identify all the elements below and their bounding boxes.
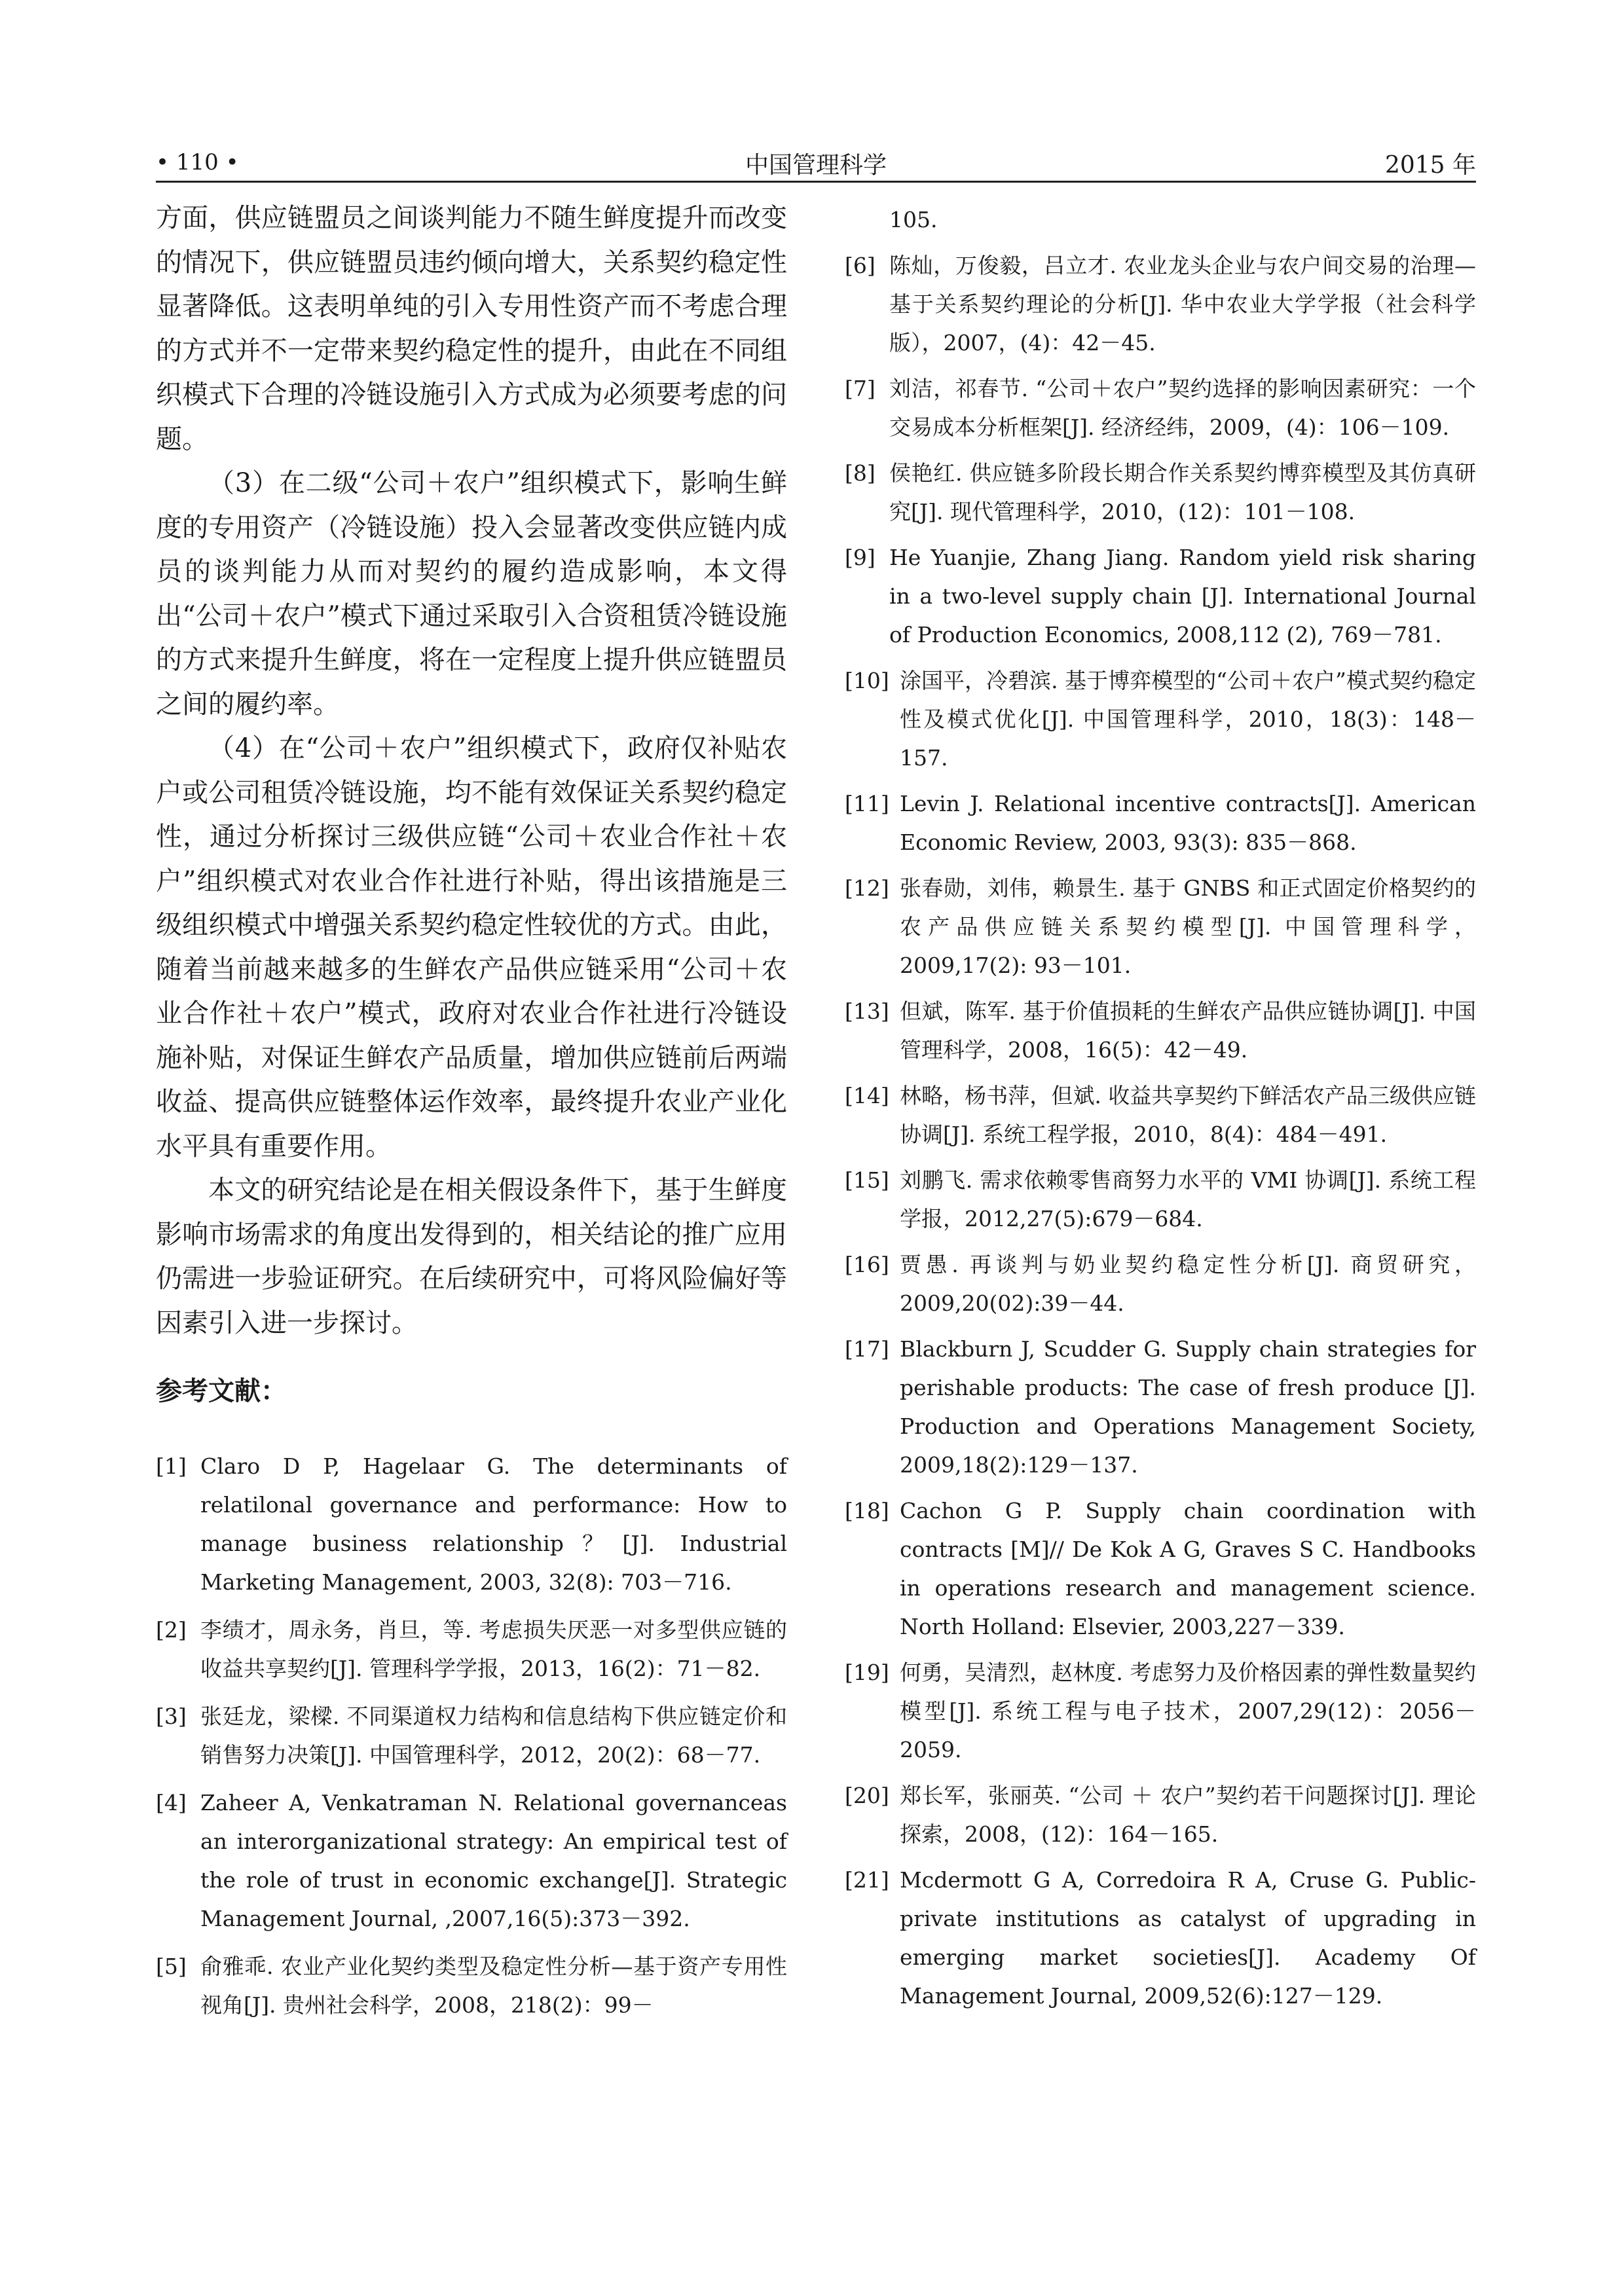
body-paragraph: （3）在二级“公司＋农户”组织模式下，影响生鲜度的专用资产（冷链设施）投入会显著改变供应链内成员的谈判能力从而对契约的履约造成影响，本文得出“公司＋农户”模式下通过采取引入合资租赁冷链设施的方式来提升生鲜度，将在一定程度上提升供应链盟员之间的履约率。 bbox=[156, 468, 787, 720]
reference-number: [14] bbox=[845, 1083, 889, 1108]
reference-number: [1] bbox=[156, 1453, 187, 1479]
references-heading: 参考文献： bbox=[156, 1376, 287, 1406]
reference-text: Levin J. Relational incentive contracts[J]. American Economic Review, 2003, 93(3): 835－868. bbox=[900, 791, 1476, 855]
reference-number: [20] bbox=[845, 1783, 889, 1808]
reference-number: [11] bbox=[845, 791, 889, 816]
reference-item bbox=[156, 1697, 787, 1774]
header-rule bbox=[156, 181, 1476, 183]
reference-number: [16] bbox=[845, 1252, 889, 1277]
left-column bbox=[156, 196, 787, 2033]
reference-item bbox=[845, 661, 1476, 777]
right-column bbox=[845, 200, 1476, 2022]
reference-text: 张春勋，刘伟，赖景生. 基于 GNBS 和正式固定价格契约的农产品供应链关系契约模型[J]. 中国管理科学，2009,17(2): 93－101. bbox=[900, 875, 1476, 978]
reference-text: 刘鹏飞. 需求依赖零售商努力水平的 VMI 协调[J]. 系统工程学报，2012,27(5):679－684. bbox=[900, 1167, 1476, 1231]
reference-number: [13] bbox=[845, 998, 889, 1024]
reference-item bbox=[845, 1330, 1476, 1484]
publication-year: 2015 年 bbox=[1384, 152, 1476, 179]
reference-item bbox=[845, 1245, 1476, 1322]
reference-item bbox=[845, 538, 1476, 654]
reference-text: Zaheer A, Venkatraman N. Relational governanceas an interorganizational strategy: An empirical test of the role of trust in economic exchange[J]. Strategic Management Journal, ,2007,16(5):373－392. bbox=[200, 1790, 787, 1931]
reference-item bbox=[156, 1947, 787, 2024]
reference-item bbox=[156, 1447, 787, 1601]
reference-text: 贾愚. 再谈判与奶业契约稳定性分析[J]. 商贸研究，2009,20(02):39－44. bbox=[900, 1252, 1476, 1316]
reference-text: 陈灿，万俊毅，吕立才. 农业龙头企业与农户间交易的治理—基于关系契约理论的分析[J]. 华中农业大学学报（社会科学版），2007，(4)：42－45. bbox=[889, 253, 1476, 355]
reference-text: He Yuanjie, Zhang Jiang. Random yield risk sharing in a two-level supply chain [J]. International Journal of Production Economics, 2008,112 (2), 769－781. bbox=[889, 545, 1476, 647]
reference-text: Cachon G P. Supply chain coordination with contracts [M]// De Kok A G, Graves S C. Handbooks in operations research and management science. North Holland: Elsevier, 2003,227－339. bbox=[900, 1498, 1476, 1639]
reference-text: 侯艳红. 供应链多阶段长期合作关系契约博弈模型及其仿真研究[J]. 现代管理科学，2010，(12)：101－108. bbox=[889, 460, 1476, 524]
reference-number: [19] bbox=[845, 1660, 889, 1685]
reference-number: [7] bbox=[845, 376, 876, 401]
body-paragraph: （4）在“公司＋农户”组织模式下，政府仅补贴农户或公司租赁冷链设施，均不能有效保证关系契约稳定性，通过分析探讨三级供应链“公司＋农业合作社＋农户”组织模式对农业合作社进行补贴，得出该措施是三级组织模式中增强关系契约稳定性较优的方式。由此，随着当前越来越多的生鲜农产品供应链采用“公司＋农业合作社＋农户”模式，政府对农业合作社进行冷链设施补贴，对保证生鲜农产品质量，增加供应链前后两端收益、提高供应链整体运作效率，最终提升农业产业化水平具有重要作用。 bbox=[156, 733, 787, 1161]
reference-item bbox=[845, 246, 1476, 362]
journal-title: 中国管理科学 bbox=[745, 152, 887, 179]
reference-item bbox=[845, 1161, 1476, 1238]
reference-number: [5] bbox=[156, 1954, 187, 1979]
reference-item bbox=[845, 1491, 1476, 1646]
body-paragraph: 本文的研究结论是在相关假设条件下，基于生鲜度影响市场需求的角度出发得到的，相关结论的推广应用仍需进一步验证研究。在后续研究中，可将风险偏好等因素引入进一步探讨。 bbox=[156, 1175, 787, 1338]
reference-item bbox=[845, 1776, 1476, 1853]
reference-text: 林略，杨书萍，但斌. 收益共享契约下鲜活农产品三级供应链协调[J]. 系统工程学报，2010，8(4)：484－491. bbox=[900, 1083, 1476, 1147]
reference-item bbox=[156, 1611, 787, 1688]
reference-number: [9] bbox=[845, 545, 876, 570]
reference-item bbox=[845, 369, 1476, 446]
reference-number: [10] bbox=[845, 668, 889, 693]
reference-number: [15] bbox=[845, 1167, 889, 1193]
reference-text: Mcdermott G A, Corredoira R A, Cruse G. Public-private institutions as catalyst of upgrading in emerging market societies[J]. Academy Of Management Journal, 2009,52(6):127－129. bbox=[900, 1867, 1476, 2009]
reference-item bbox=[845, 869, 1476, 985]
reference-number: [4] bbox=[156, 1790, 187, 1815]
reference-item bbox=[845, 454, 1476, 531]
reference-number: [2] bbox=[156, 1617, 187, 1643]
reference-continuation: 105. bbox=[889, 207, 938, 232]
reference-text: 刘洁，祁春节. “公司＋农户”契约选择的影响因素研究：一个交易成本分析框架[J]. 经济经纬，2009，(4)：106－109. bbox=[889, 376, 1476, 440]
reference-text: 张廷龙，梁樑. 不同渠道权力结构和信息结构下供应链定价和销售努力决策[J]. 中国管理科学，2012，20(2)：68－77. bbox=[200, 1704, 787, 1768]
reference-text: Blackburn J, Scudder G. Supply chain strategies for perishable products: The case of fresh produce [J]. Production and Operations Management Society, 2009,18(2):129－137. bbox=[900, 1336, 1476, 1478]
page-header bbox=[156, 145, 1476, 182]
reference-text: 俞雅乖. 农业产业化契约类型及稳定性分析—基于资产专用性视角[J]. 贵州社会科学，2008，218(2)：99－ bbox=[200, 1954, 787, 2018]
reference-number: [6] bbox=[845, 253, 876, 278]
reference-text: 何勇，吴清烈，赵林度. 考虑努力及价格因素的弹性数量契约模型[J]. 系统工程与电子技术，2007,29(12)：2056－2059. bbox=[900, 1660, 1476, 1762]
reference-item bbox=[845, 1653, 1476, 1769]
reference-number: [17] bbox=[845, 1336, 889, 1362]
reference-number: [8] bbox=[845, 460, 876, 486]
reference-number: [21] bbox=[845, 1867, 889, 1893]
reference-text: 涂国平，冷碧滨. 基于博弈模型的“公司＋农户”模式契约稳定性及模式优化[J]. 中国管理科学，2010，18(3)：148－157. bbox=[900, 668, 1476, 771]
reference-number: [3] bbox=[156, 1704, 187, 1729]
reference-text: Claro D P, Hagelaar G. The determinants of relatilonal governance and performance: How to manage business relationship？[J]. Industrial Marketing Management, 2003, 32(8): 703－716. bbox=[200, 1453, 787, 1595]
reference-number: [18] bbox=[845, 1498, 889, 1523]
reference-text: 李绩才，周永务，肖旦，等. 考虑损失厌恶一对多型供应链的收益共享契约[J]. 管理科学学报，2013，16(2)：71－82. bbox=[200, 1617, 787, 1681]
reference-item bbox=[156, 1783, 787, 1938]
reference-item bbox=[845, 992, 1476, 1069]
page-number: • 110 • bbox=[156, 149, 239, 175]
reference-item bbox=[845, 784, 1476, 862]
reference-item bbox=[845, 1861, 1476, 2015]
reference-text: 但斌，陈军. 基于价值损耗的生鲜农产品供应链协调[J]. 中国管理科学，2008，16(5)：42－49. bbox=[900, 998, 1476, 1063]
body-paragraph: 方面，供应链盟员之间谈判能力不随生鲜度提升而改变的情况下，供应链盟员违约倾向增大，关系契约稳定性显著降低。这表明单纯的引入专用性资产而不考虑合理的方式并不一定带来契约稳定性的提升，由此在不同组织模式下合理的冷链设施引入方式成为必须要考虑的问题。 bbox=[156, 203, 787, 454]
reference-text: 郑长军，张丽英. “公司 ＋ 农户”契约若干问题探讨[J]. 理论探索，2008，(12)：164－165. bbox=[900, 1783, 1476, 1847]
reference-number: [12] bbox=[845, 875, 889, 901]
reference-item bbox=[845, 1076, 1476, 1154]
